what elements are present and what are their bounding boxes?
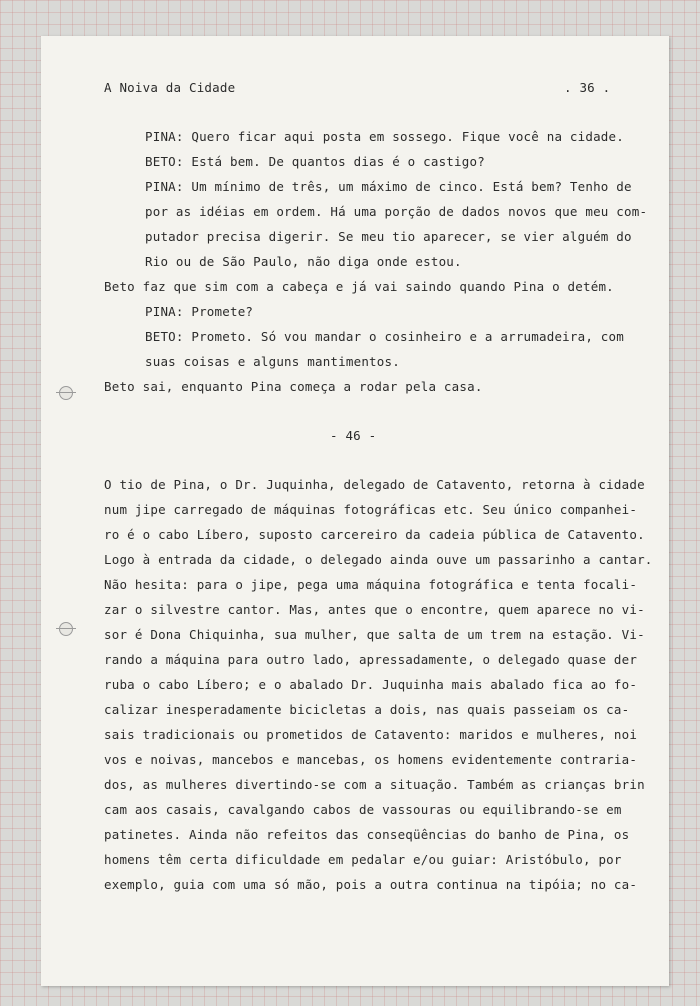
narrative-line: rando a máquina para outro lado, apressadamente, o delegado quase der <box>104 652 638 667</box>
dialogue-line: PINA: Um mínimo de três, um máximo de cinco. Está bem? Tenho de <box>145 179 632 194</box>
narrative-line: Logo à entrada da cidade, o delegado ainda ouve um passarinho a cantar. <box>104 552 653 567</box>
punch-hole-icon <box>59 622 73 636</box>
stage-direction: Beto sai, enquanto Pina começa a rodar pela casa. <box>104 379 483 394</box>
narrative-line: sor é Dona Chiquinha, sua mulher, que salta de um trem na estação. Vi- <box>104 627 645 642</box>
dialogue-line: PINA: Promete? <box>145 304 254 319</box>
narrative-line: O tio de Pina, o Dr. Juquinha, delegado de Catavento, retorna à cidade <box>104 477 645 492</box>
narrative-line: Não hesita: para o jipe, pega uma máquina fotográfica e tenta focali- <box>104 577 638 592</box>
dialogue-line: putador precisa digerir. Se meu tio aparecer, se vier alguém do <box>145 229 632 244</box>
scene-number: - 46 - <box>330 428 377 443</box>
narrative-line: ruba o cabo Líbero; e o abalado Dr. Juquinha mais abalado fica ao fo- <box>104 677 638 692</box>
narrative-line: exemplo, guia com uma só mão, pois a outra continua na tipóia; no ca- <box>104 877 638 892</box>
narrative-line: num jipe carregado de máquinas fotográficas etc. Seu único companhei- <box>104 502 638 517</box>
narrative-line: zar o silvestre cantor. Mas, antes que o encontre, quem aparece no vi- <box>104 602 645 617</box>
narrative-line: sais tradicionais ou prometidos de Catavento: maridos e mulheres, noi <box>104 727 638 742</box>
dialogue-line: PINA: Quero ficar aqui posta em sossego. Fique você na cidade. <box>145 129 624 144</box>
header-page-number: . 36 . <box>564 80 611 95</box>
narrative-line: dos, as mulheres divertindo-se com a situação. Também as crianças brin <box>104 777 645 792</box>
dialogue-line: BETO: Prometo. Só vou mandar o cosinheiro e a arrumadeira, com <box>145 329 624 344</box>
narrative-line: homens têm certa dificuldade em pedalar e/ou guiar: Aristóbulo, por <box>104 852 622 867</box>
punch-hole-icon <box>59 386 73 400</box>
narrative-line: calizar inesperadamente bicicletas a dois, nas quais passeiam os ca- <box>104 702 630 717</box>
dialogue-line: Rio ou de São Paulo, não diga onde estou. <box>145 254 462 269</box>
narrative-line: ro é o cabo Líbero, suposto carcereiro da cadeia pública de Catavento. <box>104 527 645 542</box>
dialogue-line: BETO: Está bem. De quantos dias é o castigo? <box>145 154 485 169</box>
header-title: A Noiva da Cidade <box>104 80 236 95</box>
narrative-line: vos e noivas, mancebos e mancebas, os homens evidentemente contraria- <box>104 752 638 767</box>
narrative-line: cam aos casais, cavalgando cabos de vassouras ou equilibrando-se em <box>104 802 622 817</box>
typewritten-page <box>41 36 669 986</box>
dialogue-line: por as idéias em ordem. Há uma porção de dados novos que meu com- <box>145 204 648 219</box>
narrative-line: patinetes. Ainda não refeitos das conseqüências do banho de Pina, os <box>104 827 630 842</box>
stage-direction: Beto faz que sim com a cabeça e já vai saindo quando Pina o detém. <box>104 279 614 294</box>
dialogue-line: suas coisas e alguns mantimentos. <box>145 354 400 369</box>
